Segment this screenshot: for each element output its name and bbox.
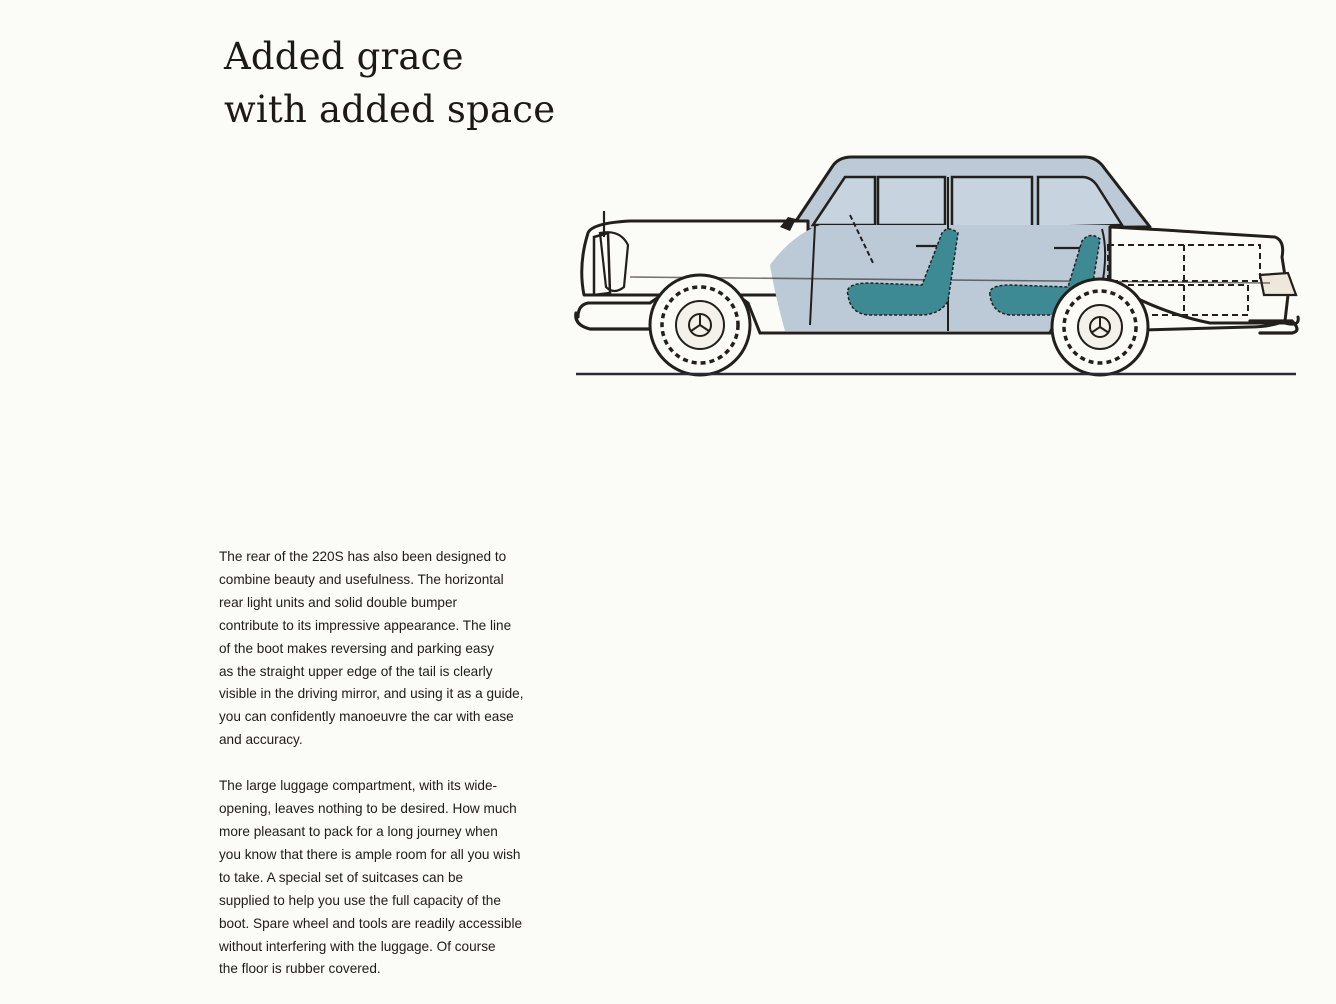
- heading-line-2: with added space: [224, 88, 556, 131]
- heading-line-1: Added grace: [224, 35, 464, 78]
- text-line: without interfering with the luggage. Of course: [219, 938, 496, 954]
- text-line: opening, leaves nothing to be desired. How much: [219, 801, 517, 817]
- paragraph-rear-design: [219, 546, 569, 752]
- car-side-cutaway-icon: [570, 145, 1300, 380]
- text-line: visible in the driving mirror, and using it as a guide,: [219, 686, 524, 702]
- text-line: supplied to help you use the full capacity of the: [219, 892, 501, 908]
- text-line: to take. A special set of suitcases can be: [219, 869, 464, 885]
- page-heading: [224, 30, 555, 136]
- text-line: and accuracy.: [219, 732, 303, 748]
- front-door-window: [878, 177, 945, 225]
- rear-door-window: [952, 177, 1032, 227]
- text-line: you can confidently manoeuvre the car with ease: [219, 709, 514, 725]
- rear-wheel: [1052, 279, 1148, 375]
- text-line: as the straight upper edge of the tail is clearly: [219, 663, 493, 679]
- text-line: boot. Spare wheel and tools are readily accessible: [219, 915, 523, 931]
- text-line: rear light units and solid double bumper: [219, 594, 458, 610]
- text-line: you know that there is ample room for all you wish: [219, 846, 521, 862]
- text-line: more pleasant to pack for a long journey when: [219, 823, 498, 839]
- text-line: the floor is rubber covered.: [219, 961, 381, 977]
- text-line: of the boot makes reversing and parking easy: [219, 640, 495, 656]
- text-line: The large luggage compartment, with its wide-: [219, 778, 498, 794]
- paragraph-luggage: [219, 775, 569, 981]
- front-wheel: [650, 275, 750, 375]
- text-line: contribute to its impressive appearance. The line: [219, 617, 512, 633]
- text-line: The rear of the 220S has also been designed to: [219, 549, 507, 564]
- text-line: combine beauty and usefulness. The horizontal: [219, 571, 504, 587]
- tail-lamp: [1260, 273, 1296, 295]
- front-bumper: [576, 313, 652, 329]
- body-copy: [219, 546, 569, 1004]
